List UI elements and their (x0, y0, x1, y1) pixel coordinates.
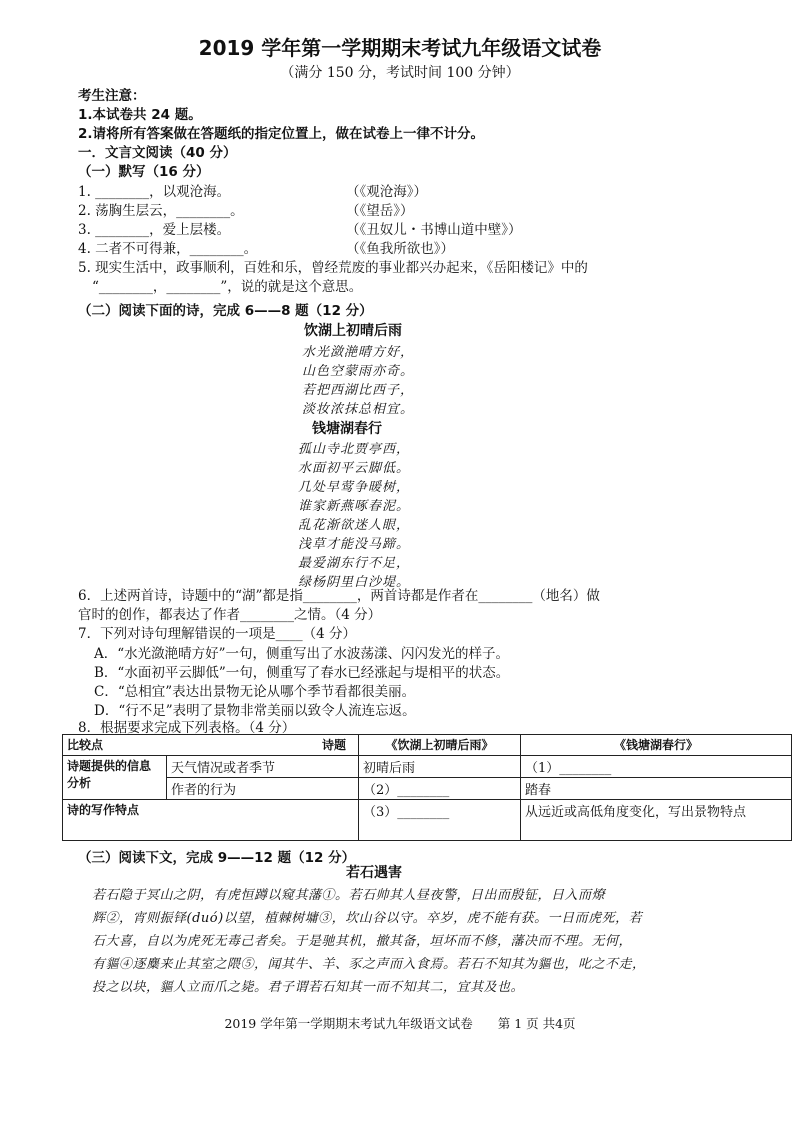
table-header-col-2: 《钱塘湖春行》 (521, 735, 792, 756)
question-2-source: （《望岳》） (346, 203, 414, 219)
part-1-heading: （一）默写（16 分） (78, 164, 210, 180)
table-cell: （3）________ (359, 800, 521, 841)
table-row-label: 诗题提供的信息分析 (63, 756, 167, 800)
question-3-source: （《丑奴儿・书博山道中壁》） (346, 222, 522, 238)
question-5-line-2: “________，________”，说的就是这个意思。 (92, 279, 363, 295)
table-row (63, 778, 792, 800)
section-1-heading: 一．文言文阅读（40 分） (78, 145, 237, 161)
poem-2-line: 几处早莺争暖树， (298, 480, 411, 495)
question-5-line-1: 5. 现实生活中，政事顺利，百姓和乐，曾经荒废的事业都兴办起来，《岳阳楼记》中的 (78, 260, 588, 276)
table-cell: 初晴后雨 (359, 756, 521, 778)
poem-1-title: 饮湖上初晴后雨 (304, 323, 402, 339)
table-cell: 作者的行为 (167, 778, 359, 800)
passage-line: 若石隐于冥山之阴，有虎恒蹲以窥其藩①。若石帅其人昼夜警，日出而殷钲，日入而燎 (92, 888, 606, 903)
table-row (63, 800, 792, 841)
table-row-label: 诗的写作特点 (63, 800, 359, 841)
passage-line: 有貙④逐麋来止其室之隈⑤，闻其牛、羊、豕之声而入食焉。若石不知其为貙也，叱之不走， (92, 957, 646, 972)
question-7-option-c: C．“总相宜”表达出景物无论从哪个季节看都很美丽。 (94, 684, 416, 700)
passage-line: 石大喜，自以为虎死无毒己者矣。于是驰其机，撤其备，垣坏而不修，藩决而不理。无何， (92, 934, 633, 949)
question-6-line-2: 官时的创作，都表达了作者________之情。（4 分） (78, 607, 382, 623)
notice-heading: 考生注意： (78, 88, 146, 104)
question-7: 7．下列对诗句理解错误的一项是____（4 分） (78, 626, 356, 642)
table-header-compare (63, 735, 359, 756)
question-7-option-d: D．“行不足”表明了景物非常美丽以致令人流连忘返。 (94, 703, 416, 719)
passage-title: 若石遇害 (346, 865, 402, 881)
poem-2-line: 谁家新燕啄春泥。 (298, 499, 411, 514)
poem-2-line: 水面初平云脚低。 (298, 461, 411, 476)
page-footer: 2019 学年第一学期期末考试九年级语文试卷 第 1 页 共4页 (224, 1016, 576, 1031)
notice-item-1: 1.本试卷共 24 题。 (78, 107, 202, 123)
question-2: 2. 荡胸生层云，________。 (78, 203, 244, 219)
question-3: 3. ________，爱上层楼。 (78, 222, 231, 238)
poem-2-line: 最爱湖东行不足， (298, 556, 411, 571)
comparison-table (62, 734, 792, 841)
passage-line: 辉②，宵则振铎(duó)以望，植棘树墉③，坎山谷以守。卒岁，虎不能有获。一日而虎死，若 (92, 911, 643, 926)
question-1: 1. ________，以观沧海。 (78, 184, 231, 200)
poem-1-line: 山色空蒙雨亦奇。 (302, 364, 415, 379)
table-header-col-1: 《饮湖上初晴后雨》 (359, 735, 521, 756)
table-row (63, 756, 792, 778)
table-cell: （2）________ (359, 778, 521, 800)
part-2-heading: （二）阅读下面的诗，完成 6——8 题（12 分） (78, 303, 373, 319)
passage-line: 投之以块，貙人立而爪之毙。君子谓若石知其一而不知其二，宜其及也。 (92, 980, 525, 995)
question-4: 4. 二者不可得兼，________。 (78, 241, 258, 257)
table-header-row (63, 735, 792, 756)
poem-2-line: 孤山寺北贾亭西， (298, 442, 411, 457)
question-7-option-b: B．“水面初平云脚低”一句，侧重写了春水已经涨起与堤相平的状态。 (94, 665, 510, 681)
question-8: 8．根据要求完成下列表格。（4 分） (78, 720, 296, 736)
question-6-line-1: 6．上述两首诗，诗题中的“湖”都是指________，两首诗都是作者在________（地名）做 (78, 588, 600, 604)
table-cell: 天气情况或者季节 (167, 756, 359, 778)
poem-2-line: 浅草才能没马蹄。 (298, 537, 411, 552)
exam-subtitle: （满分 150 分，考试时间 100 分钟） (280, 65, 520, 81)
table-cell: （1）________ (521, 756, 792, 778)
poem-2-line: 绿杨阴里白沙堤。 (298, 575, 411, 590)
table-header-compare-label: 比较点 (67, 738, 104, 752)
poem-1-line: 淡妆浓抹总相宜。 (302, 402, 415, 417)
exam-title: 2019 学年第一学期期末考试九年级语文试卷 (198, 36, 602, 60)
question-1-source: （《观沧海》） (346, 184, 427, 200)
table-header-poem-label: 诗题 (321, 738, 346, 752)
part-3-heading: （三）阅读下文，完成 9——12 题（12 分） (78, 850, 356, 866)
poem-2-title: 钱塘湖春行 (312, 421, 382, 437)
poem-1-line: 水光潋滟晴方好， (302, 345, 415, 360)
table-cell: 踏春 (521, 778, 792, 800)
table-cell: 从远近或高低角度变化，写出景物特点 (521, 800, 792, 841)
question-7-option-a: A．“水光潋滟晴方好”一句，侧重写出了水波荡漾、闪闪发光的样子。 (94, 646, 510, 662)
notice-item-2: 2.请将所有答案做在答题纸的指定位置上，做在试卷上一律不计分。 (78, 126, 485, 142)
poem-1-line: 若把西湖比西子， (302, 383, 415, 398)
poem-2-line: 乱花渐欲迷人眼， (298, 518, 411, 533)
question-4-source: （《鱼我所欲也》） (346, 241, 454, 257)
